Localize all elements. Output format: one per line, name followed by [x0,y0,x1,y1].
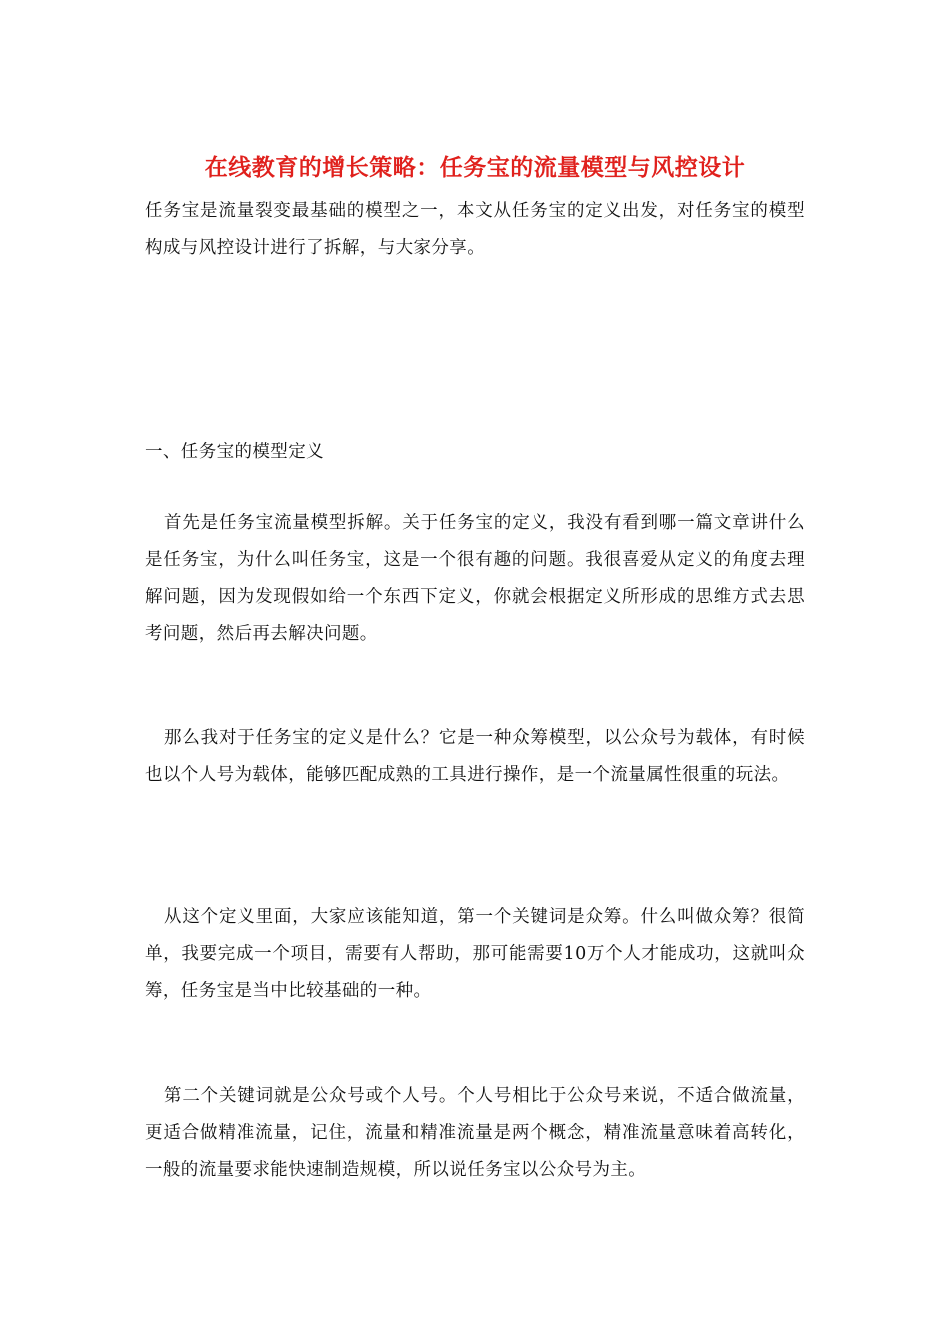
body-paragraph: 第二个关键词就是公众号或个人号。个人号相比于公众号来说，不适合做流量，更适合做精准流量，记住，流量和精准流量是两个概念，精准流量意味着高转化，一般的流量要求能快速制造规模，所以说任务宝以公众号为主。 [145,1086,805,1180]
intro-paragraph: 任务宝是流量裂变最基础的模型之一，本文从任务宝的定义出发，对任务宝的模型构成与风控设计进行了拆解，与大家分享。 [145,201,805,258]
body-paragraph: 那么我对于任务宝的定义是什么？它是一种众筹模型，以公众号为载体，有时候也以个人号为载体，能够匹配成熟的工具进行操作，是一个流量属性很重的玩法。 [145,728,805,785]
body-paragraph: 首先是任务宝流量模型拆解。关于任务宝的定义，我没有看到哪一篇文章讲什么是任务宝，为什么叫任务宝，这是一个很有趣的问题。我很喜爱从定义的角度去理解问题，因为发现假如给一个东西下定义，你就会根据定义所形成的思维方式去思考问题，然后再去解决问题。 [145,513,805,644]
document-title: 在线教育的增长策略：任务宝的流量模型与风控设计 [204,154,746,181]
body-paragraph: 从这个定义里面，大家应该能知道，第一个关键词是众筹。什么叫做众筹？很简单，我要完成一个项目，需要有人帮助，那可能需要10万个人才能成功，这就叫众筹，任务宝是当中比较基础的一种。 [145,907,805,1001]
section-heading: 一、任务宝的模型定义 [145,442,324,462]
